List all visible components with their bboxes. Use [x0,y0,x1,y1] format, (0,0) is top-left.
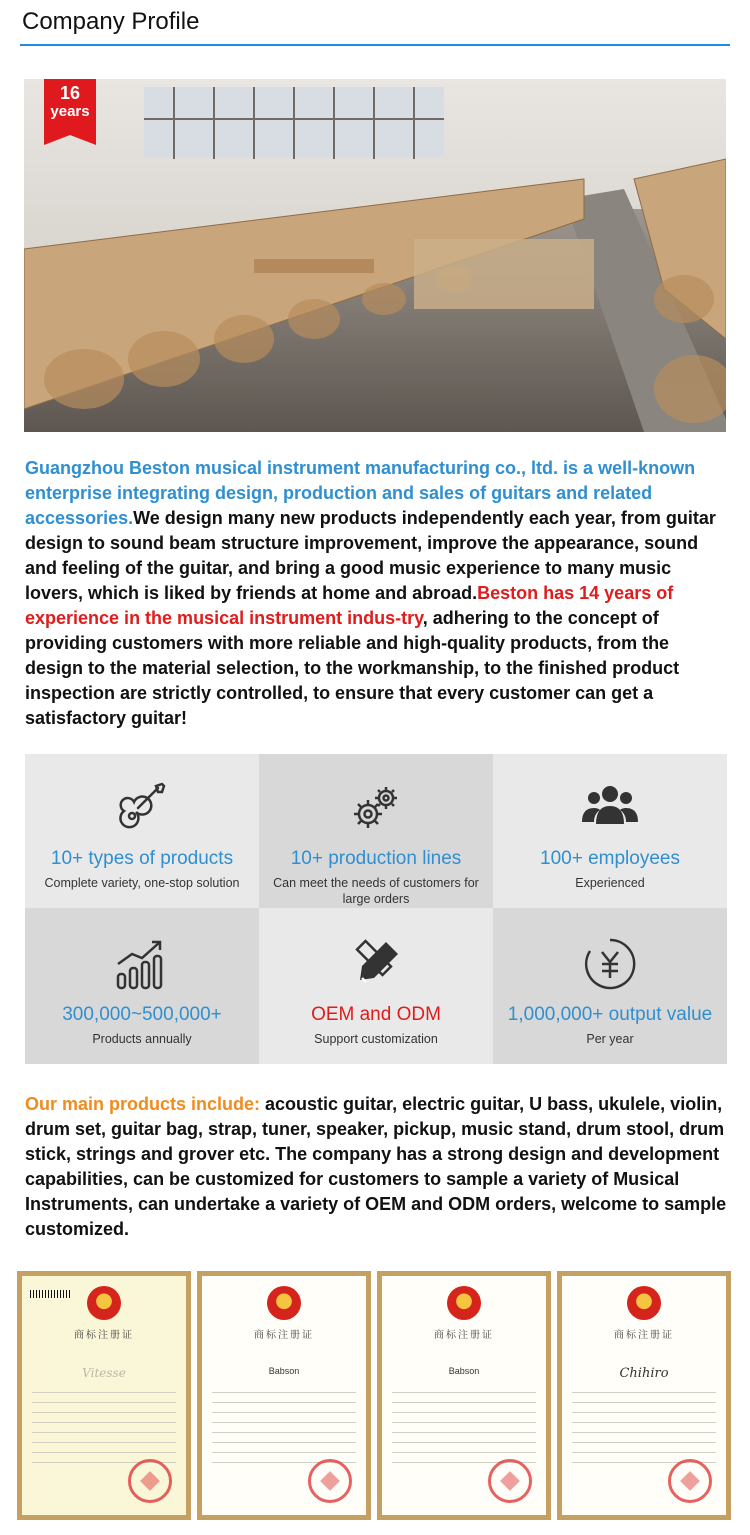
stat-subtitle: Experienced [575,876,645,890]
stat-subtitle: Can meet the needs of customers for large orders [273,876,479,906]
page-title: Company Profile [22,8,200,35]
intro-highlight: Beston has 14 years of experience in the musical instrument indus-try [25,583,674,628]
stat-title: 10+ production lines [290,848,462,869]
emblem-icon [267,1286,301,1320]
stat-subtitle: Products annually [92,1032,192,1046]
seal-icon [128,1459,172,1503]
stat-output-value [493,908,727,1064]
certificate-mark: Vitesse [82,1366,126,1380]
stat-oem-odm [259,908,493,1064]
intro-lead: Guangzhou Beston musical instrument manufacturing co., ltd. is a well-known enterprise integrating design, production and sales of guitars and related accessories. [25,458,696,528]
certificate-mark: Babson [268,1366,300,1376]
guitar-icon [112,778,172,838]
certificate [17,1271,191,1520]
guitar-factory-photo [24,79,726,432]
stat-title: OEM and ODM [311,1004,441,1025]
stat-subtitle: Support customization [314,1032,438,1046]
badge-word: years [50,103,90,120]
stat-title: 1,000,000+ output value [507,1004,713,1025]
stat-title: 100+ employees [540,848,680,869]
stat-subtitle: Per year [586,1032,634,1046]
certificate-heading: 商标注册证 [74,1330,134,1341]
certificate [557,1271,731,1520]
certificates-row [15,1271,733,1520]
intro-body-2: , adhering to the concept of providing customers with more reliable and high-quality products, from the design to the material selection, to the workmanship, to the finished product inspection are strictly controlled, to ensure that every customer can get a satisfactory guitar! [25,608,680,728]
main-products [25,1092,730,1242]
intro-body-1: We design many new products independently each year, from guitar design to sound beam structure improvement, improve the appearance, sound and feeling of the guitar, and bring a good music experience to many music lovers, which is liked by friends at home and abroad. [25,508,716,603]
certificate-heading: 商标注册证 [254,1330,314,1341]
certificate-mark: Chihiro [619,1366,669,1381]
stat-subtitle: Complete variety, one-stop solution [44,876,240,890]
seal-icon [308,1459,352,1503]
stat-annual-products [25,908,259,1064]
stat-employees [493,754,727,908]
gears-icon [346,778,406,838]
certificate-mark: Babson [448,1366,480,1376]
people-icon [580,778,640,838]
seal-icon [488,1459,532,1503]
growth-chart-icon [112,934,172,994]
certificate [197,1271,371,1520]
emblem-icon [447,1286,481,1320]
certificate [377,1271,551,1520]
stat-title: 300,000~500,000+ [62,1004,222,1025]
certificate-heading: 商标注册证 [434,1330,494,1341]
company-intro [25,456,730,731]
stat-title: 10+ types of products [50,848,234,869]
stat-production-lines [259,754,493,908]
pencil-ruler-icon [346,934,406,994]
factory-photo [24,79,726,432]
yuan-coin-icon [580,934,640,994]
certificate-heading: 商标注册证 [614,1330,674,1341]
emblem-icon [87,1286,121,1320]
emblem-icon [627,1286,661,1320]
stat-products [25,754,259,908]
section-header [20,6,730,46]
years-badge [44,79,96,135]
seal-icon [668,1459,712,1503]
badge-number: 16 [59,83,81,103]
stats-grid [25,754,727,1064]
products-lead: Our main products include: [25,1094,261,1114]
products-body: acoustic guitar, electric guitar, U bass, ukulele, violin, drum set, guitar bag, strap, tuner, speaker, pickup, music stand, drum stool, drum stick, strings and grover etc. The company has a strong design and development capabilities, can be customized for customers to sample a variety of Musical Instruments, can undertake a variety of OEM and ODM orders, welcome to sample customized. [25,1094,727,1239]
